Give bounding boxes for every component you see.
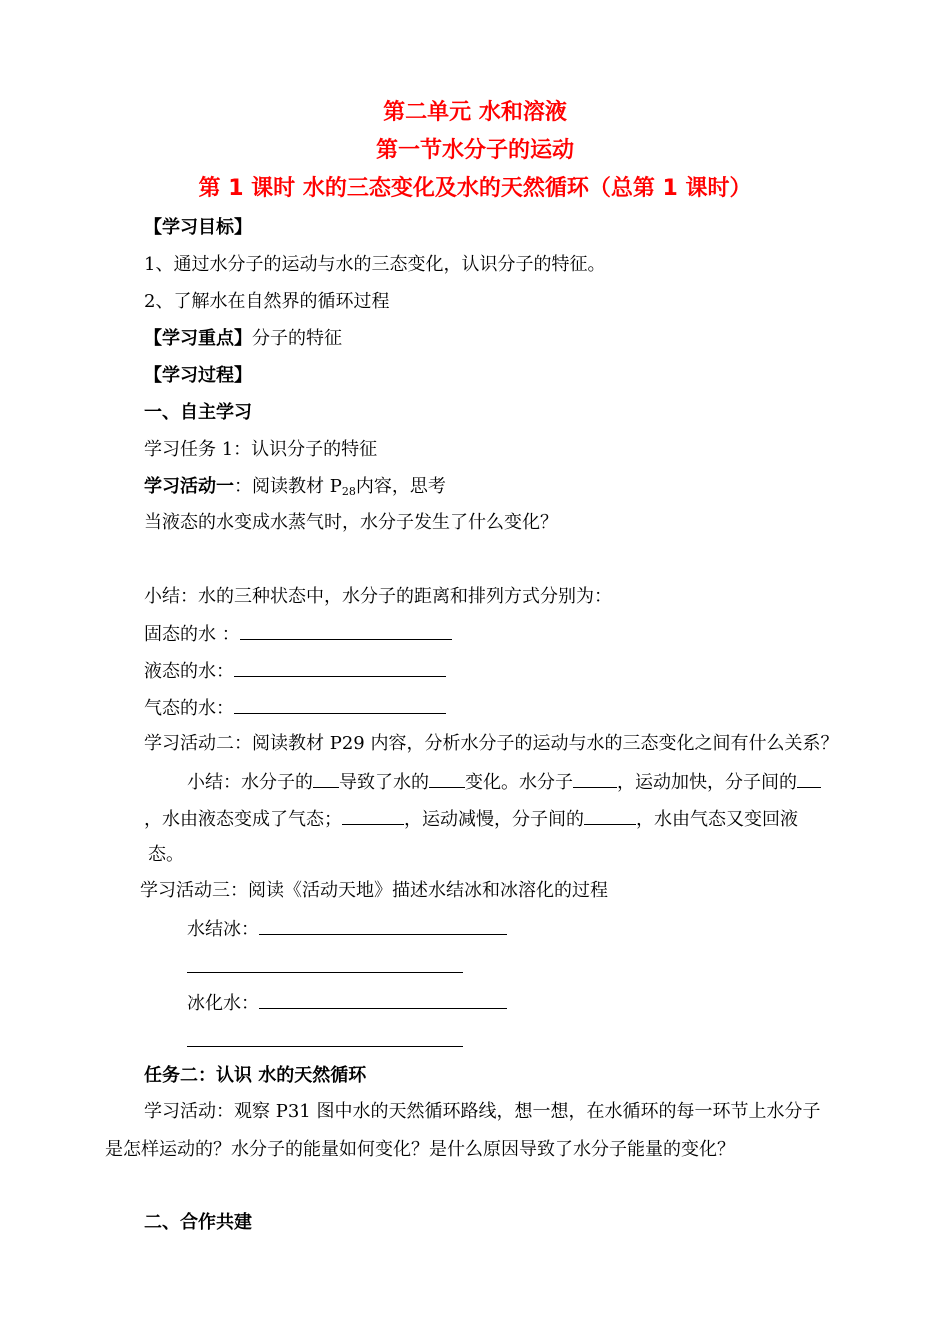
process-heading: 【学习过程】	[144, 365, 252, 386]
activity1-page-sub: 28	[341, 485, 356, 498]
task2-activity-line: 学习活动：观察 P31 图中水的天然循环路线，想一想，在水循环的每一环节上水分子	[144, 1101, 821, 1122]
summary2-line	[144, 806, 798, 832]
activity3-line: 学习活动三：阅读《活动天地》描述水结冰和冰溶化的过程	[140, 880, 608, 901]
activity1-text: 阅读教材 P	[252, 476, 342, 497]
summary2-text: ，运动减慢，分子间的	[404, 809, 584, 830]
summary2-text: ，运动加快，分子间的	[617, 772, 797, 793]
freeze-label: 水结冰：	[187, 919, 259, 940]
objective-item: 1、通过水分子的运动与水的三态变化，认识分子的特征。	[144, 254, 606, 275]
activity1-label: 学习活动一	[144, 476, 234, 497]
summary2-text: 变化。水分子	[465, 772, 573, 793]
gas-state-label: 气态的水：	[144, 698, 234, 719]
unit-title: 第二单元 水和溶液	[383, 100, 567, 125]
summary2-line	[187, 769, 821, 795]
summary2-text: 小结：水分子的	[187, 772, 313, 793]
melt-label: 冰化水：	[187, 993, 259, 1014]
fill-blank[interactable]	[573, 769, 617, 788]
section-title: 第一节水分子的运动	[375, 138, 574, 163]
fill-blank[interactable]	[797, 769, 821, 788]
objective-item: 2、了解水在自然界的循环过程	[144, 291, 390, 312]
activity1-line	[144, 475, 446, 499]
key-points-text: 分子的特征	[252, 328, 342, 349]
gas-state-line	[144, 695, 446, 721]
key-points-line	[144, 327, 342, 351]
objectives-heading: 【学习目标】	[144, 217, 252, 238]
self-study-heading: 一、自主学习	[144, 402, 252, 423]
fill-blank[interactable]	[429, 769, 465, 788]
liquid-state-line	[144, 658, 446, 684]
activity2-line: 学习活动二：阅读教材 P29 内容，分析水分子的运动与水的三态变化之间有什么关系？	[144, 733, 839, 754]
activity1-text-after: 内容，思考	[355, 476, 446, 497]
solid-state-label: 固态的水 ：	[144, 624, 240, 645]
solid-state-blank[interactable]	[240, 621, 452, 640]
melt-line	[187, 990, 507, 1016]
key-points-heading: 【学习重点】	[144, 328, 252, 349]
fill-blank[interactable]	[313, 769, 339, 788]
solid-state-line	[144, 621, 452, 647]
summary2-text: 导致了水的	[339, 772, 429, 793]
fill-blank[interactable]	[342, 806, 404, 825]
activity1-sep: ：	[234, 476, 252, 497]
task2-heading: 任务二：认识 水的天然循环	[144, 1065, 367, 1086]
melt-blank[interactable]	[259, 990, 507, 1009]
liquid-state-blank[interactable]	[234, 658, 446, 677]
gas-state-blank[interactable]	[234, 695, 446, 714]
freeze-blank[interactable]	[259, 916, 507, 935]
summary1-line: 小结：水的三种状态中，水分子的距离和排列方式分别为：	[144, 586, 612, 607]
liquid-state-label: 液态的水：	[144, 661, 234, 682]
summary2-line-end: 态。	[148, 844, 184, 865]
melt-blank-continued[interactable]	[187, 1046, 463, 1047]
cooperation-heading: 二、合作共建	[144, 1212, 252, 1233]
task1-line: 学习任务 1：认识分子的特征	[144, 439, 378, 460]
fill-blank[interactable]	[584, 806, 636, 825]
question1-line: 当液态的水变成水蒸气时，水分子发生了什么变化？	[144, 512, 558, 533]
freeze-blank-continued[interactable]	[187, 972, 463, 973]
lesson-title: 第 1 课时 水的三态变化及水的天然循环（总第 1 课时）	[198, 176, 752, 201]
summary2-text: ，水由液态变成了气态；	[144, 809, 342, 830]
task2-activity-line: 是怎样运动的？水分子的能量如何变化？是什么原因导致了水分子能量的变化？	[105, 1139, 735, 1160]
summary2-text: ，水由气态又变回液	[636, 809, 798, 830]
freeze-line	[187, 916, 507, 942]
